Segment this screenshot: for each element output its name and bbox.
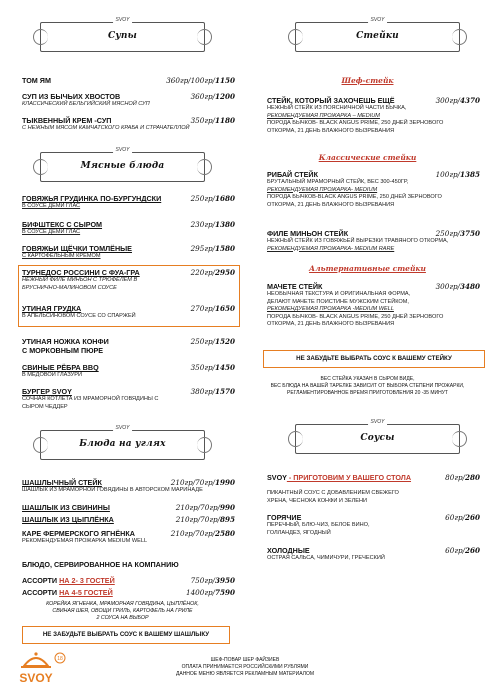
menu-item: ГОРЯЧИЕ 60гр/260 ПЕРЕЧНЫЙ, БЛЮ-ЧИЗ, БЕЛОЕ ВИНО, ГОЛЛАНДЕЗ, ЯГОДНЫЙ (267, 513, 480, 536)
sauces-title: Соусы (360, 433, 395, 443)
soups-title: Супы (107, 31, 138, 41)
menu-item: ХОЛОДНЫЕ 60гр/260 ОСТРАЯ САЛЬСА, ЧИМИЧУРИ, ГРЕЧЕСКИЙ (267, 546, 480, 561)
brand-tag: SVOY (113, 425, 133, 431)
menu-item: ШАШЛЫК ИЗ ЦЫПЛЁНКА 210гр/70гр/895 (22, 515, 235, 524)
menu-item: УТИНАЯ НОЖКА КОНФИ 250гр/1520 С МОРКОВНЫМ ПЮРЕ (22, 337, 235, 355)
brand-tag: SVOY (368, 419, 388, 425)
brand-tag: SVOY (368, 17, 388, 23)
menu-item: ФИЛЕ МИНЬОН СТЕЙК 250гр/3750 НЕЖНЫЙ СТЕЙК ИЗ ГОВЯЖЬЕЙ ВЫРЕЗКИ ТРАВЯНОГО ОТКОРМА, РЕКОМЕНДУЕМАЯ ПРОЖАРКА- MEDIUM RARE (267, 229, 480, 252)
menu-item: АССОРТИ НА 2- 3 ГОСТЕЙ 750гр/3950 (22, 576, 235, 585)
menu-item: КАРЕ ФЕРМЕРСКОГО ЯГНЁНКА 210гр/70гр/2580 РЕКОМЕНДУЕМАЯ ПРОЖАРКА MEDIUM WELL (22, 529, 235, 544)
svg-text:18: 18 (57, 656, 63, 662)
menu-item: УТИНАЯ ГРУДКА 270гр/1650 В АПЕЛЬСИНОВОМ СОУСЕ СО СПАРЖЕЙ (22, 304, 235, 319)
brand-tag: SVOY (113, 147, 133, 153)
weight-note: ВЕС СТЕЙКА УКАЗАН В СЫРОМ ВИДЕ, ВЕС БЛЮДА НА ВАШЕЙ ТАРЕЛКЕ ЗАВИСИТ ОТ ВЫБОРА СТЕПЕНИ ПРОЖАРКИ, РЕГЛАМЕНТИРОВАННОЕ ВРЕМЯ ПРИГОТОВЛЕНИЯ 20 -35 МИНУТ (270, 376, 465, 397)
company-description: КОРЕЙКА ЯГНЕНКА, МРАМОРНАЯ ГОВЯДИНА, ЦЫПЛЁНОК, СВИНАЯ ШЕЯ, ОВОЩИ ГРИЛЬ, КАРТОФЕЛЬ НА ГРИЛЕ 2 СОУСА НА ВЫБОР (46, 601, 199, 622)
menu-item: ШАШЛЫК ИЗ СВИНИНЫ 210гр/70гр/990 (22, 503, 235, 512)
menu-item: ТОМ ЯМ 360гр/100гр/1150 (22, 76, 235, 85)
menu-item: БУРГЕР SVOY 380гр/1570 СОЧНАЯ КОТЛЕТА ИЗ МРАМОРНОЙ ГОВЯДИНЫ С СЫРОМ ЧЕДДЕР (22, 387, 235, 410)
menu-item: ТЫКВЕННЫЙ КРЕМ -СУП 350гр/1180 С НЕЖНЫМ МЯСОМ КАМЧАТСКОГО КРАБА И СТРАЧАТЕЛЛОЙ (22, 116, 235, 131)
grill-header (40, 425, 205, 460)
footer: ШЕФ-ПОВАР ШЕР ФАЙЗИЕВ ОПЛАТА ПРИНИМАЕТСЯ РОССИЙСКИМИ РУБЛЯМИ ДАННОЕ МЕНЮ ЯВЛЯЕТСЯ РЕКЛАМНЫМ МАТЕРИАЛОМ (175, 657, 315, 678)
right-column (245, 0, 490, 692)
alt-steaks-title: Альтернативные стейки (309, 264, 426, 273)
meat-header (40, 147, 205, 182)
menu-item-desc: ПИКАНТНЫЙ СОУС С ДОБАВЛЕНИЕМ СВЕЖЕГО ХРЕНА, ЧЕСНОКА КОНФИ И ЗЕЛЕНИ (267, 490, 399, 504)
menu-item: СТЕЙК, КОТОРЫЙ ЗАХОЧЕШЬ ЕЩЁ 300гр/4370 НЕЖНЫЙ СТЕЙК ИЗ ПОЯСНИЧНОЙ ЧАСТИ БЫЧКА, РЕКОМЕНДУЕМАЯ ПРОЖАРКА – MEDIUM ПОРОДА БЫЧКОВ- BLACK ANGUS PRIME, 250 ДНЕЙ ЗЕРНОВОГО ОТКОРМА, 21 ДЕНЬ ВЛАЖНОГО ВЫЗРЕВАНИЯ (267, 96, 480, 134)
menu-item: СВИНЫЕ РЁБРА BBQ 350гр/1450 В МЕДОВОЙ ГЛАЗУРИ (22, 363, 235, 378)
soups-header (40, 17, 205, 52)
svoy-logo (16, 646, 74, 688)
company-title: БЛЮДО, СЕРВИРОВАННОЕ НА КОМПАНИЮ (22, 560, 179, 569)
svg-text:SVOY: SVOY (19, 671, 53, 685)
menu-item: МАЧЕТЕ СТЕЙК 300гр/3480 НЕОБЫЧНАЯ ТЕКСТУРА И ОРИГИНАЛЬНАЯ ФОРМА, ДЕЛАЮТ МАЧЕТЕ ПОИСТИНЕ МУЖСКИМ СТЕЙКОМ, РЕКОМЕНДУЕМАЯ ПРОЖАРКА -MEDIUM WELL ПОРОДА БЫЧКОВ- BLACK ANGUS PRIME, 250 ДНЕЙ ЗЕРНОВОГО ОТКОРМА, 21 ДЕНЬ ВЛАЖНОГО ВЫЗРЕВАНИЯ (267, 282, 480, 328)
brand-tag: SVOY (113, 17, 133, 23)
menu-item: ТУРНЕДОС РОССИНИ С ФУА-ГРА 220гр/2950 НЕЖНЫЙ ФИЛЕ МИНЬОН С ТРЮФЕЛЕМ В БРУСНИЧНО-МАЛИНОВОМ СОУСЕ (22, 268, 235, 291)
menu-item: ШАШЛЫЧНЫЙ СТЕЙК 210гр/70гр/1990 ШАШЛЫК ИЗ МРАМОРНОЙ ГОВЯДИНЫ В АВТОРСКОМ МАРИНАДЕ (22, 478, 235, 493)
menu-item: СУП ИЗ БЫЧЬИХ ХВОСТОВ 360гр/1200 КЛАССИЧЕСКИЙ БЕЛЬГИЙСКИЙ МЯСНОЙ СУП (22, 92, 235, 107)
steaks-header (295, 17, 460, 52)
menu-item: БИФШТЕКС С СЫРОМ 230гр/1380 В СОУСЕ ДЕМИ ГЛАС (22, 220, 235, 235)
sauces-header (295, 419, 460, 454)
cloche-icon (16, 646, 74, 688)
menu-item: ГОВЯЖЬИ ЩЁЧКИ ТОМЛЁНЫЕ 295гр/1580 С КАРТОФЕЛЬНЫМ КРЕМОМ (22, 244, 235, 259)
meat-title: Мясные блюда (80, 161, 165, 171)
menu-item: АССОРТИ НА 4-5 ГОСТЕЙ 1400гр/7590 (22, 588, 235, 597)
menu-item: ГОВЯЖЬЯ ГРУДИНКА ПО-БУРГУНДСКИ 250гр/1680 В СОУСЕ ДЕМИ ГЛАС (22, 194, 235, 209)
grill-title: Блюда на углях (79, 439, 166, 449)
classic-steaks-title: Классические стейки (318, 153, 417, 162)
menu-item: SVOY - ПРИГОТОВИМ У ВАШЕГО СТОЛА 80гр/280 (267, 473, 480, 482)
chef-steak-title: Шеф-стейк (341, 76, 394, 85)
menu-item: РИБАЙ СТЕЙК 100гр/1385 БРУТАЛЬНЫЙ МРАМОРНЫЙ СТЕЙК, ВЕС 300-450ГР, РЕКОМЕНДУЕМАЯ ПРОЖАРКА- MEDIUM ПОРОДА БЫЧКОВ-BLACK ANGUS PRIME, 250 ДНЕЙ ЗЕРНОВОГО ОТКОРМА, 21 ДЕНЬ ВЛАЖНОГО ВЫЗРЕВАНИЯ (267, 170, 480, 208)
steaks-title: Стейки (356, 31, 399, 41)
steak-sauce-note: НЕ ЗАБУДЬТЕ ВЫБРАТЬ СОУС К ВАШЕМУ СТЕЙКУ (263, 350, 485, 368)
shashlik-sauce-note: НЕ ЗАБУДЬТЕ ВЫБРАТЬ СОУС К ВАШЕМУ ШАШЛЫКУ (22, 626, 230, 644)
